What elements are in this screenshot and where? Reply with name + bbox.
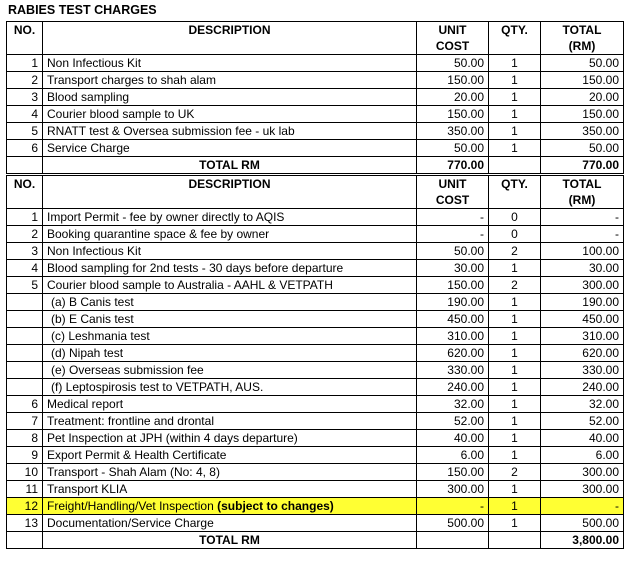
- row-unit-cost: -: [417, 226, 489, 243]
- row-total: 52.00: [541, 413, 624, 430]
- row-description: Blood sampling for 2nd tests - 30 days before departure: [43, 260, 417, 277]
- row-total: 300.00: [541, 481, 624, 498]
- table-header-row-2: [7, 38, 624, 55]
- table-row: [7, 481, 624, 498]
- row-description: Blood sampling: [43, 89, 417, 106]
- row-description: Documentation/Service Charge: [43, 515, 417, 532]
- header-description: DESCRIPTION: [43, 176, 417, 193]
- row-total: 500.00: [541, 515, 624, 532]
- row-qty: 1: [489, 447, 541, 464]
- row-description: Import Permit - fee by owner directly to AQIS: [43, 209, 417, 226]
- row-description: (a) B Canis test: [43, 294, 417, 311]
- row-total: 6.00: [541, 447, 624, 464]
- total-qty: [489, 157, 541, 174]
- row-description: RNATT test & Oversea submission fee - uk lab: [43, 123, 417, 140]
- row-qty: 1: [489, 72, 541, 89]
- row-unit-cost: 50.00: [417, 55, 489, 72]
- header-qty-cont: [489, 38, 541, 55]
- row-total: 190.00: [541, 294, 624, 311]
- row-number: [7, 311, 43, 328]
- row-description: Pet Inspection at JPH (within 4 days departure): [43, 430, 417, 447]
- table-row: [7, 209, 624, 226]
- row-unit-cost: 310.00: [417, 328, 489, 345]
- table-row: [7, 464, 624, 481]
- row-total: -: [541, 498, 624, 515]
- table-row: [7, 123, 624, 140]
- row-unit-cost: 50.00: [417, 140, 489, 157]
- row-total: 620.00: [541, 345, 624, 362]
- row-qty: 1: [489, 413, 541, 430]
- row-description: Transport KLIA: [43, 481, 417, 498]
- row-description: Medical report: [43, 396, 417, 413]
- row-description: Booking quarantine space & fee by owner: [43, 226, 417, 243]
- row-total: 310.00: [541, 328, 624, 345]
- row-description: [43, 498, 417, 515]
- row-total: 450.00: [541, 311, 624, 328]
- row-number: 9: [7, 447, 43, 464]
- row-number: 11: [7, 481, 43, 498]
- row-number: 12: [7, 498, 43, 515]
- total-qty: [489, 532, 541, 549]
- row-number: 3: [7, 243, 43, 260]
- row-total: 150.00: [541, 106, 624, 123]
- table-row: [7, 447, 624, 464]
- table-header-row: [7, 22, 624, 39]
- row-total: -: [541, 226, 624, 243]
- row-qty: 1: [489, 294, 541, 311]
- row-total: 50.00: [541, 55, 624, 72]
- table-row: [7, 277, 624, 294]
- row-qty: 2: [489, 277, 541, 294]
- table-row: [7, 72, 624, 89]
- header-total-rm: (RM): [541, 192, 624, 209]
- row-unit-cost: 52.00: [417, 413, 489, 430]
- row-description-note: (subject to changes): [217, 499, 334, 513]
- row-description: Export Permit & Health Certificate: [43, 447, 417, 464]
- row-number: 2: [7, 72, 43, 89]
- row-qty: 1: [489, 328, 541, 345]
- table-header-row-2: [7, 192, 624, 209]
- table-header-row: [7, 176, 624, 193]
- row-unit-cost: -: [417, 209, 489, 226]
- header-no-cont: [7, 192, 43, 209]
- header-description-cont: [43, 192, 417, 209]
- total-label: TOTAL RM: [43, 532, 417, 549]
- row-number: [7, 328, 43, 345]
- row-number: 13: [7, 515, 43, 532]
- row-unit-cost: 50.00: [417, 243, 489, 260]
- total-value: 770.00: [541, 157, 624, 174]
- total-row: [7, 532, 624, 549]
- row-qty: 2: [489, 243, 541, 260]
- row-total: 300.00: [541, 464, 624, 481]
- table-row: [7, 430, 624, 447]
- total-unit: [417, 532, 489, 549]
- table-row: [7, 413, 624, 430]
- table-row: [7, 311, 624, 328]
- row-number: 7: [7, 413, 43, 430]
- row-total: 32.00: [541, 396, 624, 413]
- row-description-text: Freight/Handling/Vet Inspection: [47, 499, 218, 513]
- row-unit-cost: 300.00: [417, 481, 489, 498]
- header-total: TOTAL: [541, 22, 624, 39]
- total-unit: 770.00: [417, 157, 489, 174]
- row-total: 150.00: [541, 72, 624, 89]
- row-unit-cost: 150.00: [417, 277, 489, 294]
- row-total: -: [541, 209, 624, 226]
- row-description: (f) Leptospirosis test to VETPATH, AUS.: [43, 379, 417, 396]
- row-number: [7, 362, 43, 379]
- table-row: [7, 260, 624, 277]
- total-no: [7, 157, 43, 174]
- table-row: [7, 106, 624, 123]
- row-unit-cost: 190.00: [417, 294, 489, 311]
- row-qty: 1: [489, 311, 541, 328]
- table-row: [7, 328, 624, 345]
- row-number: 6: [7, 396, 43, 413]
- row-qty: 1: [489, 140, 541, 157]
- row-description: Service Charge: [43, 140, 417, 157]
- header-no: NO.: [7, 22, 43, 39]
- row-number: 10: [7, 464, 43, 481]
- row-number: [7, 345, 43, 362]
- header-description: DESCRIPTION: [43, 22, 417, 39]
- table-row: [7, 89, 624, 106]
- header-no-cont: [7, 38, 43, 55]
- total-no: [7, 532, 43, 549]
- row-qty: 0: [489, 209, 541, 226]
- row-number: 5: [7, 123, 43, 140]
- total-label: TOTAL RM: [43, 157, 417, 174]
- row-total: 350.00: [541, 123, 624, 140]
- row-number: [7, 379, 43, 396]
- row-unit-cost: 500.00: [417, 515, 489, 532]
- table-row: [7, 140, 624, 157]
- row-number: 1: [7, 55, 43, 72]
- row-total: 30.00: [541, 260, 624, 277]
- row-number: 1: [7, 209, 43, 226]
- total-row: [7, 157, 624, 174]
- row-description: (c) Leshmania test: [43, 328, 417, 345]
- row-unit-cost: 20.00: [417, 89, 489, 106]
- page-title: RABIES TEST CHARGES: [8, 3, 157, 17]
- table-row: [7, 396, 624, 413]
- row-description: Transport charges to shah alam: [43, 72, 417, 89]
- row-number: 3: [7, 89, 43, 106]
- table-row: [7, 498, 624, 515]
- header-description-cont: [43, 38, 417, 55]
- table-row: [7, 243, 624, 260]
- row-number: 8: [7, 430, 43, 447]
- header-unit-cost: COST: [417, 192, 489, 209]
- row-unit-cost: 6.00: [417, 447, 489, 464]
- row-total: 300.00: [541, 277, 624, 294]
- row-description: (e) Overseas submission fee: [43, 362, 417, 379]
- header-no: NO.: [7, 176, 43, 193]
- table-row: [7, 226, 624, 243]
- row-unit-cost: 40.00: [417, 430, 489, 447]
- header-qty: QTY.: [489, 22, 541, 39]
- row-unit-cost: 240.00: [417, 379, 489, 396]
- row-unit-cost: 30.00: [417, 260, 489, 277]
- row-unit-cost: -: [417, 498, 489, 515]
- row-number: 5: [7, 277, 43, 294]
- row-qty: 1: [489, 89, 541, 106]
- table-row: [7, 294, 624, 311]
- row-qty: 1: [489, 515, 541, 532]
- table-row: [7, 362, 624, 379]
- header-total-rm: (RM): [541, 38, 624, 55]
- row-unit-cost: 32.00: [417, 396, 489, 413]
- row-description: Non Infectious Kit: [43, 55, 417, 72]
- row-number: 2: [7, 226, 43, 243]
- row-number: 4: [7, 106, 43, 123]
- row-qty: 1: [489, 123, 541, 140]
- row-qty: 1: [489, 260, 541, 277]
- row-unit-cost: 620.00: [417, 345, 489, 362]
- total-value: 3,800.00: [541, 532, 624, 549]
- row-description: Courier blood sample to UK: [43, 106, 417, 123]
- row-unit-cost: 450.00: [417, 311, 489, 328]
- header-unit: UNIT: [417, 176, 489, 193]
- table-row: [7, 379, 624, 396]
- row-description: Transport - Shah Alam (No: 4, 8): [43, 464, 417, 481]
- row-number: 6: [7, 140, 43, 157]
- row-unit-cost: 150.00: [417, 106, 489, 123]
- header-qty-cont: [489, 192, 541, 209]
- row-total: 50.00: [541, 140, 624, 157]
- row-unit-cost: 330.00: [417, 362, 489, 379]
- table-row: [7, 345, 624, 362]
- row-qty: 0: [489, 226, 541, 243]
- row-description: (b) E Canis test: [43, 311, 417, 328]
- row-unit-cost: 350.00: [417, 123, 489, 140]
- header-unit-cost: COST: [417, 38, 489, 55]
- row-total: 20.00: [541, 89, 624, 106]
- row-total: 100.00: [541, 243, 624, 260]
- charges-table-uk: [6, 21, 624, 174]
- row-qty: 1: [489, 396, 541, 413]
- row-qty: 1: [489, 345, 541, 362]
- row-qty: 1: [489, 379, 541, 396]
- row-description: Treatment: frontline and drontal: [43, 413, 417, 430]
- table-row: [7, 55, 624, 72]
- header-qty: QTY.: [489, 176, 541, 193]
- row-description: Courier blood sample to Australia - AAHL & VETPATH: [43, 277, 417, 294]
- row-qty: 1: [489, 498, 541, 515]
- row-description: (d) Nipah test: [43, 345, 417, 362]
- row-qty: 1: [489, 106, 541, 123]
- row-number: 4: [7, 260, 43, 277]
- row-unit-cost: 150.00: [417, 72, 489, 89]
- row-unit-cost: 150.00: [417, 464, 489, 481]
- table-row: [7, 515, 624, 532]
- header-unit: UNIT: [417, 22, 489, 39]
- row-qty: 1: [489, 481, 541, 498]
- row-qty: 1: [489, 55, 541, 72]
- charges-table-australia: [6, 175, 624, 549]
- header-total: TOTAL: [541, 176, 624, 193]
- row-total: 330.00: [541, 362, 624, 379]
- row-qty: 2: [489, 464, 541, 481]
- row-total: 40.00: [541, 430, 624, 447]
- row-qty: 1: [489, 430, 541, 447]
- row-description: Non Infectious Kit: [43, 243, 417, 260]
- row-qty: 1: [489, 362, 541, 379]
- row-total: 240.00: [541, 379, 624, 396]
- row-number: [7, 294, 43, 311]
